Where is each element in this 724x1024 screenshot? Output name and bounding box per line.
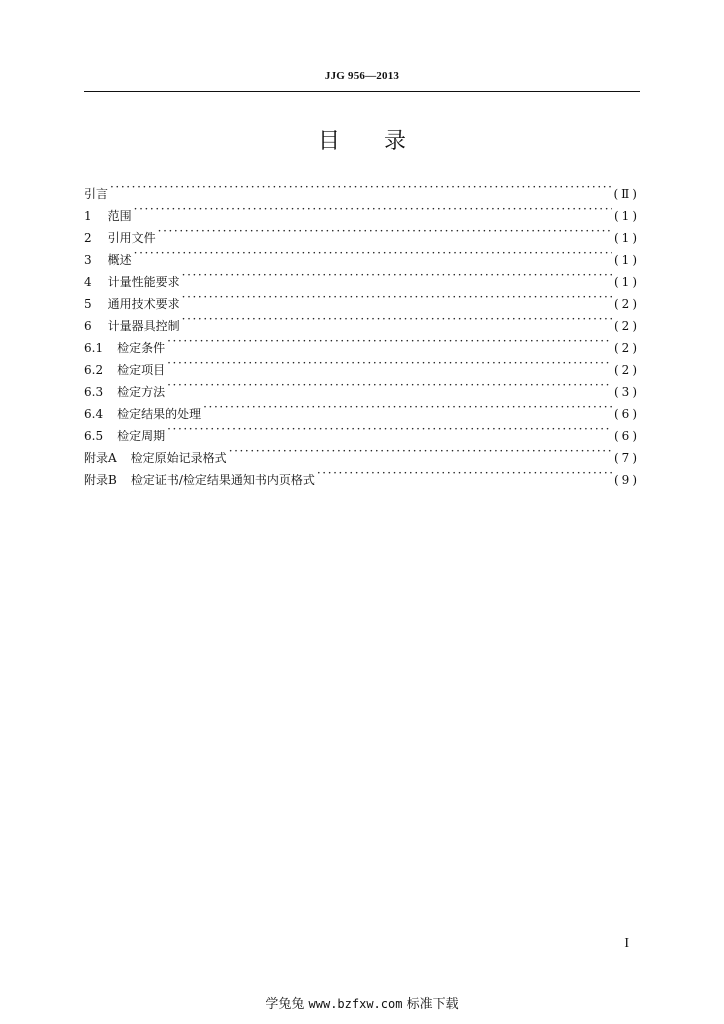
toc-entry-label: 检定证书/检定结果通知书内页格式 xyxy=(130,473,315,487)
toc-leader-dots xyxy=(229,440,612,462)
toc-leader-dots xyxy=(134,198,612,220)
toc-entry-label: 引用文件 xyxy=(107,231,156,245)
toc-leader-dots xyxy=(167,374,612,396)
toc-entry[interactable] xyxy=(84,198,640,223)
toc-leader-dots xyxy=(134,242,612,264)
toc-entry[interactable] xyxy=(84,220,640,245)
toc-entry-label: 计量性能要求 xyxy=(107,275,180,289)
toc-entry-number: 3 xyxy=(84,253,92,267)
toc-entry-number: 6 xyxy=(84,319,92,333)
toc-entry-page: (6) xyxy=(614,407,640,421)
toc-entry-label: 检定结果的处理 xyxy=(117,407,202,421)
toc-entry-page: (Ⅱ) xyxy=(613,187,640,201)
toc-leader-dots xyxy=(110,176,611,198)
toc-entry-page: (9) xyxy=(614,473,640,487)
toc-leader-dots xyxy=(203,396,612,418)
toc-entry-page: (2) xyxy=(614,297,640,311)
toc-entry[interactable] xyxy=(84,330,640,355)
toc-leader-dots xyxy=(182,308,612,330)
toc-leader-dots xyxy=(182,286,612,308)
toc-entry-page: (1) xyxy=(614,209,640,223)
page-number: I xyxy=(624,936,629,951)
standard-code-header: JJG 956—2013 xyxy=(324,70,400,82)
toc-entry-label: 检定周期 xyxy=(117,429,166,443)
toc-entry[interactable] xyxy=(84,440,640,465)
toc-entry[interactable] xyxy=(84,176,640,201)
toc-entry-number: 1 xyxy=(84,209,92,223)
footer-site-name: 学兔兔 xyxy=(265,997,305,1012)
toc-entry-number: 5 xyxy=(84,297,92,311)
toc-entry-label: 通用技术要求 xyxy=(107,297,180,311)
toc-leader-dots xyxy=(158,220,612,242)
toc-entry-number: 4 xyxy=(84,275,92,289)
header-rule xyxy=(84,91,640,92)
toc-leader-dots xyxy=(167,330,612,352)
toc-entry[interactable] xyxy=(84,242,640,267)
toc-entry-number: 6.4 xyxy=(84,407,104,421)
toc-leader-dots xyxy=(167,418,612,440)
toc-entry-page: (2) xyxy=(614,341,640,355)
toc-entry-page: (1) xyxy=(614,253,640,267)
table-of-contents xyxy=(84,176,640,487)
toc-entry-page: (3) xyxy=(614,385,640,399)
toc-entry-label: 概述 xyxy=(107,253,132,267)
toc-entry-page: (7) xyxy=(614,451,640,465)
toc-entry-page: (2) xyxy=(614,363,640,377)
toc-entry-label: 范围 xyxy=(107,209,132,223)
toc-entry-number: 6.2 xyxy=(84,363,104,377)
toc-entry[interactable] xyxy=(84,264,640,289)
toc-entry-number: 6.5 xyxy=(84,429,104,443)
toc-entry-page: (6) xyxy=(614,429,640,443)
toc-leader-dots xyxy=(182,264,612,286)
toc-entry[interactable] xyxy=(84,352,640,377)
toc-entry-page: (1) xyxy=(614,275,640,289)
toc-entry-number: 附录A xyxy=(84,451,117,465)
toc-entry-label: 检定项目 xyxy=(117,363,166,377)
toc-entry-label: 检定原始记录格式 xyxy=(130,451,227,465)
toc-title: 目录 xyxy=(317,129,450,154)
toc-entry-label: 检定条件 xyxy=(117,341,166,355)
toc-entry-number: 6.1 xyxy=(84,341,104,355)
toc-entry-number: 2 xyxy=(84,231,92,245)
footer-url[interactable]: www.bzfxw.com xyxy=(308,997,403,1011)
toc-entry-page: (1) xyxy=(614,231,640,245)
toc-entry[interactable] xyxy=(84,396,640,421)
toc-leader-dots xyxy=(317,462,612,484)
footer-watermark xyxy=(0,993,724,1012)
toc-entry-number: 6.3 xyxy=(84,385,104,399)
footer-tagline: 标准下载 xyxy=(406,997,459,1012)
toc-entry-label: 计量器具控制 xyxy=(107,319,180,333)
toc-entry-label: 检定方法 xyxy=(117,385,166,399)
toc-entry[interactable] xyxy=(84,374,640,399)
toc-entry-number: 附录B xyxy=(84,473,117,487)
toc-entry-page: (2) xyxy=(614,319,640,333)
toc-leader-dots xyxy=(167,352,612,374)
toc-entry-label: 引言 xyxy=(84,187,109,201)
toc-entry[interactable] xyxy=(84,418,640,443)
